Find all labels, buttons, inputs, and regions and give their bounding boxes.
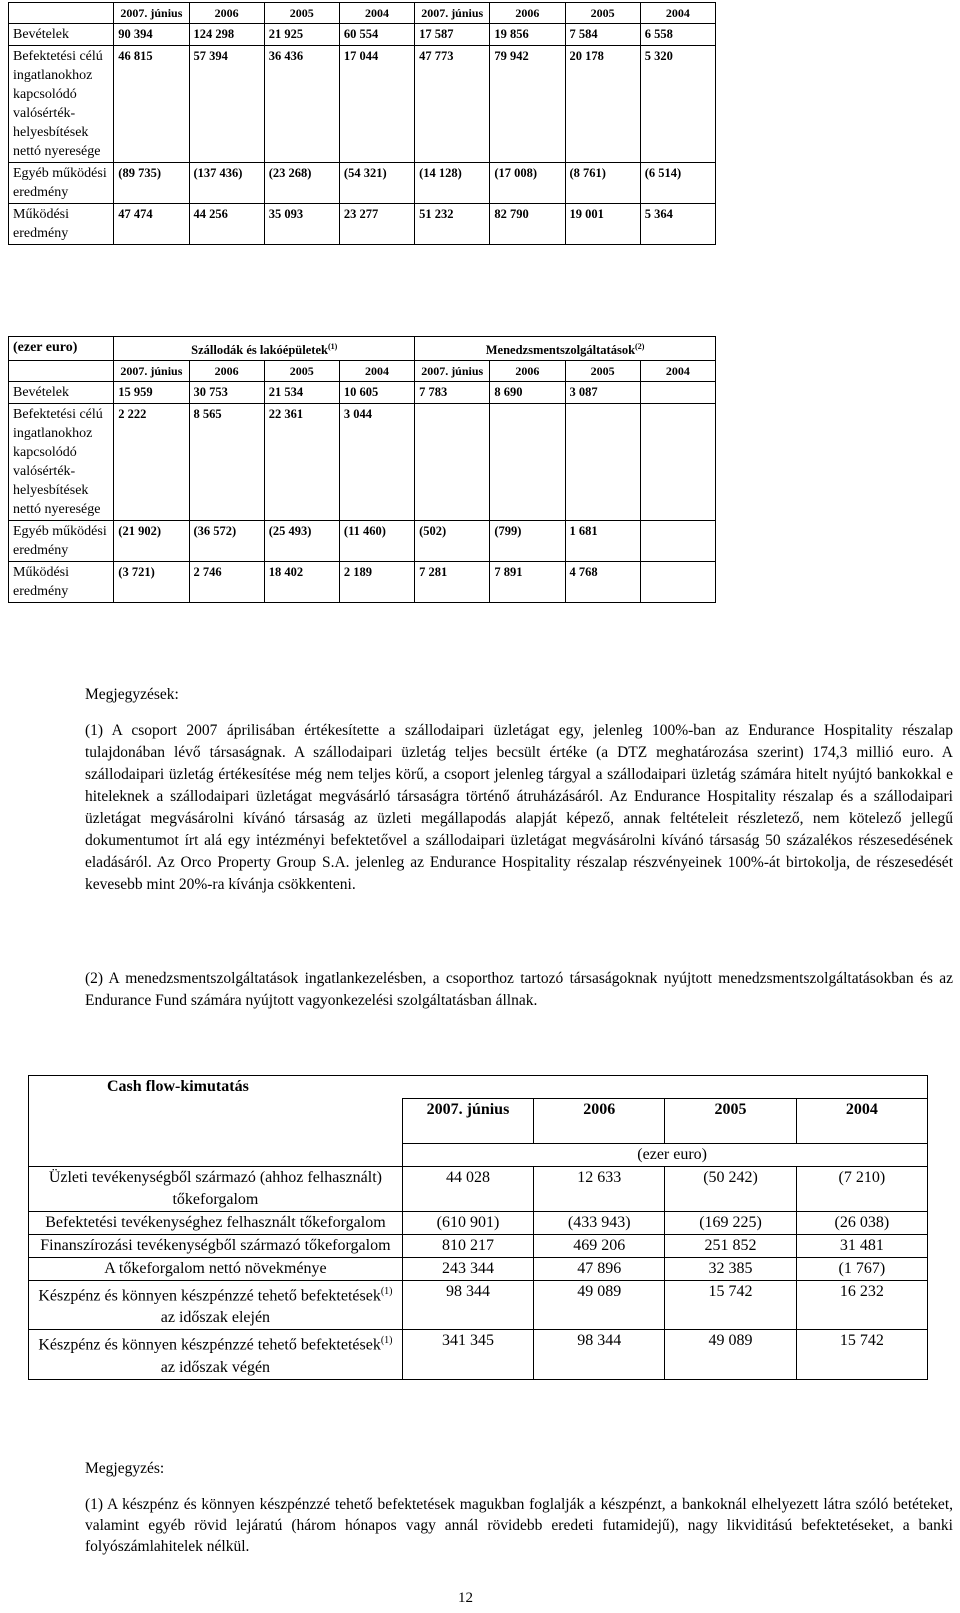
table-row bbox=[29, 1235, 928, 1258]
cell: (36 572) bbox=[189, 521, 264, 562]
table-row bbox=[9, 562, 716, 603]
cell: 21 925 bbox=[264, 24, 339, 46]
cell: 15 959 bbox=[114, 382, 189, 404]
cell: 8 690 bbox=[490, 382, 565, 404]
row-label: Finanszírozási tevékenységből származó tőkeforgalom bbox=[29, 1235, 403, 1258]
cell: 47 773 bbox=[415, 46, 490, 163]
table-row bbox=[29, 1330, 928, 1379]
cell: (6 514) bbox=[640, 163, 715, 204]
unit-label: (ezer euro) bbox=[9, 337, 114, 361]
segment-table-1 bbox=[8, 2, 716, 245]
col-header: 2007. június bbox=[415, 361, 490, 382]
cell: 7 891 bbox=[490, 562, 565, 603]
cell: (610 901) bbox=[402, 1212, 533, 1235]
table-row bbox=[9, 204, 716, 245]
cell: 51 232 bbox=[415, 204, 490, 245]
cell: (433 943) bbox=[534, 1212, 665, 1235]
unit-label: (ezer euro) bbox=[402, 1144, 927, 1167]
col-header: 2005 bbox=[665, 1099, 796, 1144]
cell: 5 320 bbox=[640, 46, 715, 163]
cell: 2 189 bbox=[339, 562, 414, 603]
table-row bbox=[9, 24, 716, 46]
col-header: 2004 bbox=[339, 3, 414, 24]
cell: 31 481 bbox=[796, 1235, 927, 1258]
cell: 7 584 bbox=[565, 24, 640, 46]
cell: (17 008) bbox=[490, 163, 565, 204]
table-row bbox=[9, 46, 716, 163]
cell: (3 721) bbox=[114, 562, 189, 603]
cashflow-table bbox=[28, 1075, 928, 1380]
cell: (54 321) bbox=[339, 163, 414, 204]
cell: (11 460) bbox=[339, 521, 414, 562]
col-header: 2007. június bbox=[114, 361, 189, 382]
cell: 7 281 bbox=[415, 562, 490, 603]
cell: 124 298 bbox=[189, 24, 264, 46]
row-label: Készpénz és könnyen készpénzzé tehető befektetések$^{(1)}$ az időszak végén bbox=[29, 1330, 403, 1379]
cell: 36 436 bbox=[264, 46, 339, 163]
cell: (502) bbox=[415, 521, 490, 562]
cell: (14 128) bbox=[415, 163, 490, 204]
cell: 22 361 bbox=[264, 404, 339, 521]
row-label: Bevételek bbox=[9, 382, 114, 404]
cell: (50 242) bbox=[665, 1167, 796, 1212]
cell: 79 942 bbox=[490, 46, 565, 163]
cell: 82 790 bbox=[490, 204, 565, 245]
cell: (7 210) bbox=[796, 1167, 927, 1212]
cell: (169 225) bbox=[665, 1212, 796, 1235]
cell: 60 554 bbox=[339, 24, 414, 46]
cell: 90 394 bbox=[114, 24, 189, 46]
cell: 98 344 bbox=[534, 1330, 665, 1379]
cell: 16 232 bbox=[796, 1281, 927, 1330]
cell: 21 534 bbox=[264, 382, 339, 404]
cell: 47 474 bbox=[114, 204, 189, 245]
segment-header-row bbox=[9, 361, 716, 382]
cell: 8 565 bbox=[189, 404, 264, 521]
cell: 3 087 bbox=[565, 382, 640, 404]
cell: 17 587 bbox=[415, 24, 490, 46]
cell: 10 605 bbox=[339, 382, 414, 404]
cell: (799) bbox=[490, 521, 565, 562]
cell bbox=[490, 404, 565, 521]
col-header: 2004 bbox=[640, 361, 715, 382]
notes-title: Megjegyzések: bbox=[85, 686, 179, 703]
row-label: Egyéb működési eredmény bbox=[9, 163, 114, 204]
cell: 6 558 bbox=[640, 24, 715, 46]
cell: 18 402 bbox=[264, 562, 339, 603]
table-row bbox=[29, 1258, 928, 1281]
table-row bbox=[29, 1212, 928, 1235]
row-label: A tőkeforgalom nettó növekménye bbox=[29, 1258, 403, 1281]
col-header: 2004 bbox=[640, 3, 715, 24]
cell: 20 178 bbox=[565, 46, 640, 163]
col-header: 2006 bbox=[534, 1099, 665, 1144]
row-label: Készpénz és könnyen készpénzzé tehető befektetések$^{(1)}$ az időszak elején bbox=[29, 1281, 403, 1330]
cell: 30 753 bbox=[189, 382, 264, 404]
col-header: 2006 bbox=[189, 361, 264, 382]
table-row bbox=[29, 1167, 928, 1212]
cell bbox=[565, 404, 640, 521]
cell: 23 277 bbox=[339, 204, 414, 245]
cell: 47 896 bbox=[534, 1258, 665, 1281]
cashflow-note-1: (1) A készpénz és könnyen készpénzzé tehető befektetések magukban foglalják a készpénzt, a bankoknál elhelyezett látra szóló betéteket, valamint egyéb rövid lejáratú (három hónapos vagy annál rövidebb eredeti futamidejű), nagy likviditású befektetéseket, a banki folyószámlahitelek nélkül. bbox=[85, 1496, 953, 1555]
table-row bbox=[9, 521, 716, 562]
cell: 5 364 bbox=[640, 204, 715, 245]
cell: 2 222 bbox=[114, 404, 189, 521]
group-header: Menedzsmentszolgáltatások$^{(2)}$ bbox=[415, 337, 716, 361]
row-label: Működési eredmény bbox=[9, 562, 114, 603]
cell bbox=[640, 562, 715, 603]
cell: 2 746 bbox=[189, 562, 264, 603]
cell: 19 856 bbox=[490, 24, 565, 46]
cashflow-header-row bbox=[29, 1099, 928, 1144]
cashflow-note-title: Megjegyzés: bbox=[85, 1460, 165, 1477]
cell bbox=[640, 404, 715, 521]
cell: (1 767) bbox=[796, 1258, 927, 1281]
cashflow-title: Cash flow-kimutatás bbox=[29, 1076, 928, 1099]
segment-header-row bbox=[9, 3, 716, 24]
cell bbox=[415, 404, 490, 521]
cell: 3 044 bbox=[339, 404, 414, 521]
cell: 49 089 bbox=[534, 1281, 665, 1330]
segment-table-2 bbox=[8, 336, 716, 603]
table-row bbox=[9, 404, 716, 521]
cell: (26 038) bbox=[796, 1212, 927, 1235]
cell: 15 742 bbox=[665, 1281, 796, 1330]
col-header: 2006 bbox=[490, 3, 565, 24]
cell: 17 044 bbox=[339, 46, 414, 163]
cell: 19 001 bbox=[565, 204, 640, 245]
cell: 44 256 bbox=[189, 204, 264, 245]
cell: 15 742 bbox=[796, 1330, 927, 1379]
row-label: Befektetési tevékenységhez felhasznált tőkeforgalom bbox=[29, 1212, 403, 1235]
cell: 251 852 bbox=[665, 1235, 796, 1258]
cell: 4 768 bbox=[565, 562, 640, 603]
cell: 32 385 bbox=[665, 1258, 796, 1281]
note-2: (2) A menedzsmentszolgáltatások ingatlankezelésben, a csoporthoz tartozó társaságoknak nyújtott menedzsmentszolgáltatásokban és az Endurance Fund számára nyújtott vagyonkezelési szolgáltatásban állnak. bbox=[85, 970, 953, 1009]
col-header: 2007. június bbox=[402, 1099, 533, 1144]
group-header: Szállodák és lakóépületek$^{(1)}$ bbox=[114, 337, 415, 361]
cell bbox=[640, 521, 715, 562]
col-header: 2005 bbox=[565, 3, 640, 24]
col-header: 2007. június bbox=[415, 3, 490, 24]
cell: 44 028 bbox=[402, 1167, 533, 1212]
col-header: 2005 bbox=[565, 361, 640, 382]
cell: (8 761) bbox=[565, 163, 640, 204]
cell: 1 681 bbox=[565, 521, 640, 562]
cell: (89 735) bbox=[114, 163, 189, 204]
cell: 98 344 bbox=[402, 1281, 533, 1330]
segment-caption-row bbox=[9, 337, 716, 361]
page-number: 12 bbox=[458, 1590, 473, 1606]
table-row bbox=[29, 1281, 928, 1330]
cell: 341 345 bbox=[402, 1330, 533, 1379]
col-header: 2006 bbox=[189, 3, 264, 24]
table-row bbox=[9, 163, 716, 204]
cell bbox=[640, 382, 715, 404]
col-header: 2004 bbox=[796, 1099, 927, 1144]
row-label: Bevételek bbox=[9, 24, 114, 46]
cell: 810 217 bbox=[402, 1235, 533, 1258]
col-header: 2007. június bbox=[114, 3, 189, 24]
cashflow-title-row bbox=[29, 1076, 928, 1099]
row-label: Működési eredmény bbox=[9, 204, 114, 245]
cell: 7 783 bbox=[415, 382, 490, 404]
row-label: Üzleti tevékenységből származó (ahhoz felhasznált) tőkeforgalom bbox=[29, 1167, 403, 1212]
row-label: Befektetési célú ingatlanokhoz kapcsolódó valósérték-helyesbítések nettó nyeresége bbox=[9, 46, 114, 163]
cashflow-unit-row bbox=[29, 1144, 928, 1167]
cell: (21 902) bbox=[114, 521, 189, 562]
col-header: 2005 bbox=[264, 3, 339, 24]
cell: 243 344 bbox=[402, 1258, 533, 1281]
cell: 46 815 bbox=[114, 46, 189, 163]
table-row bbox=[9, 382, 716, 404]
row-label: Egyéb működési eredmény bbox=[9, 521, 114, 562]
note-1: (1) A csoport 2007 áprilisában értékesítette a szállodaipari üzletágat egy, jelenleg 100%-ban az Endurance Hospitality részalap tulajdonában lévő társaságnak. A szállodaipari üzletág teljes becsült értéke (a DTZ meghatározása szerint) 174,3 millió euro. A szállodaipari üzletág értékesítése még nem teljes körű, a csoport jelenleg tárgyal a szállodaipari üzletág számára hitelt nyújtó bankokkal e hiteleknek a szállodaipari üzletágat megvásárló társaságra történő átruházásáról. Az Endurance Hospitality részalap és a szállodaipari üzletágat megvásárolni kívánó társaság az üzleti megállapodás alapját képező, annak feltételeit részletező, nem kötelező jellegű dokumentumot írt alá egy intézményi befektetővel a szállodaipari üzletágat megvásárolni kívánó társaság 50 százalékos részesedésének eladásáról. Az Orco Property Group S.A. jelenleg az Endurance Hospitality részalap részvényeinek 100%-át birtokolja, de részesedését kevesebb mint 20%-ra kívánja csökkenteni. bbox=[85, 722, 953, 893]
cell: 57 394 bbox=[189, 46, 264, 163]
cell: 35 093 bbox=[264, 204, 339, 245]
cell: 469 206 bbox=[534, 1235, 665, 1258]
col-header: 2004 bbox=[339, 361, 414, 382]
cell: (23 268) bbox=[264, 163, 339, 204]
row-label: Befektetési célú ingatlanokhoz kapcsolódó valósérték-helyesbítések nettó nyeresége bbox=[9, 404, 114, 521]
cell: 49 089 bbox=[665, 1330, 796, 1379]
cell: (137 436) bbox=[189, 163, 264, 204]
cell: 12 633 bbox=[534, 1167, 665, 1212]
col-header: 2006 bbox=[490, 361, 565, 382]
cell: (25 493) bbox=[264, 521, 339, 562]
col-header: 2005 bbox=[264, 361, 339, 382]
